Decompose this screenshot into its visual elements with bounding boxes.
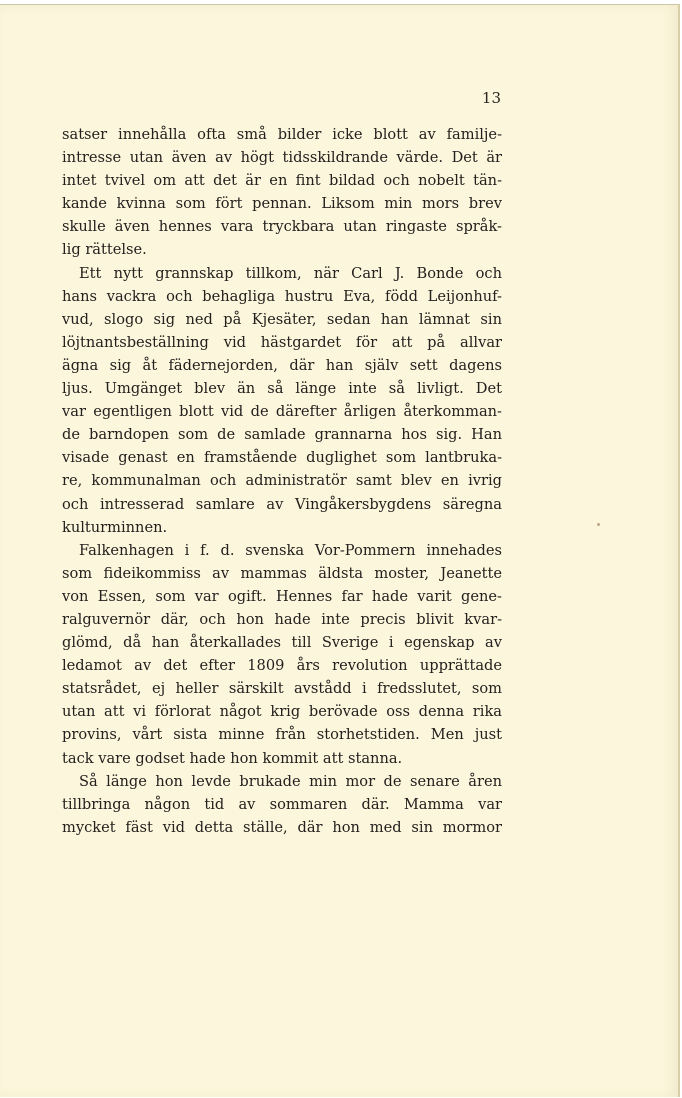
text-line: intresse utan även av högt tidsskildrande värde. Det är	[62, 149, 502, 167]
text-line: som fideikommiss av mammas äldsta moster, Jeanette	[62, 564, 502, 582]
text-line: kulturminnen.	[62, 518, 168, 536]
text-line: tack vare godset hade hon kommit att stanna.	[62, 749, 403, 767]
text-line: intet tvivel om att det är en fint bildad och nobelt tän-	[62, 172, 502, 190]
text-line: satser innehålla ofta små bilder icke blott av familje-	[62, 126, 502, 143]
text-line: skulle även hennes vara tryckbara utan ringaste språk-	[62, 218, 502, 236]
text-line: de barndopen som de samlade grannarna hos sig. Han	[62, 426, 502, 444]
paragraph-start-line: Falkenhagen i f. d. svenska Vor-Pommern innehades	[79, 541, 502, 559]
text-line: kande kvinna som fört pennan. Liksom min mors brev	[62, 195, 502, 213]
body-text	[62, 123, 502, 839]
text-line: visade genast en framstående duglighet som lantbruka-	[62, 449, 502, 467]
text-line: tillbringa någon tid av sommaren där. Mamma var	[62, 795, 502, 813]
paragraph-start-line: Ett nytt grannskap tillkom, när Carl J. Bonde och	[79, 264, 502, 282]
text-line: provins, vårt sista minne från storhetstiden. Men just	[62, 726, 502, 744]
text-line: lig rättelse.	[62, 241, 147, 259]
paper-speck	[597, 523, 600, 526]
text-line: glömd, då han återkallades till Sverige i egenskap av	[62, 634, 502, 652]
text-line: och intresserad samlare av Vingåkersbygdens säregna	[62, 495, 502, 513]
book-page	[0, 4, 680, 1097]
text-line: ljus. Umgänget blev än så länge inte så livligt. Det	[62, 380, 502, 398]
text-line: mycket fäst vid detta ställe, där hon med sin mormor	[62, 818, 502, 836]
text-line: re, kommunalman och administratör samt blev en ivrig	[62, 472, 502, 490]
text-line: ägna sig åt fädernejorden, där han själv sett dagens	[62, 356, 502, 374]
text-line: hans vackra och behagliga hustru Eva, född Leijonhuf-	[62, 287, 502, 305]
page-number: 13	[481, 89, 501, 107]
paragraph-start-line: Så länge hon levde brukade min mor de senare åren	[79, 772, 502, 790]
text-line: utan att vi förlorat något krig berövade oss denna rika	[62, 703, 502, 721]
text-line: vud, slogo sig ned på Kjesäter, sedan han lämnat sin	[62, 310, 502, 328]
text-line: ledamot av det efter 1809 års revolution upprättade	[62, 657, 502, 675]
text-line: ralguvernör där, och hon hade inte precis blivit kvar-	[62, 610, 502, 628]
text-line: var egentligen blott vid de därefter årligen återkomman-	[62, 403, 502, 421]
text-line: löjtnantsbeställning vid hästgardet för att på allvar	[62, 333, 502, 351]
text-line: von Essen, som var ogift. Hennes far hade varit gene-	[62, 587, 502, 605]
text-line: statsrådet, ej heller särskilt avstådd i fredsslutet, som	[62, 680, 502, 698]
